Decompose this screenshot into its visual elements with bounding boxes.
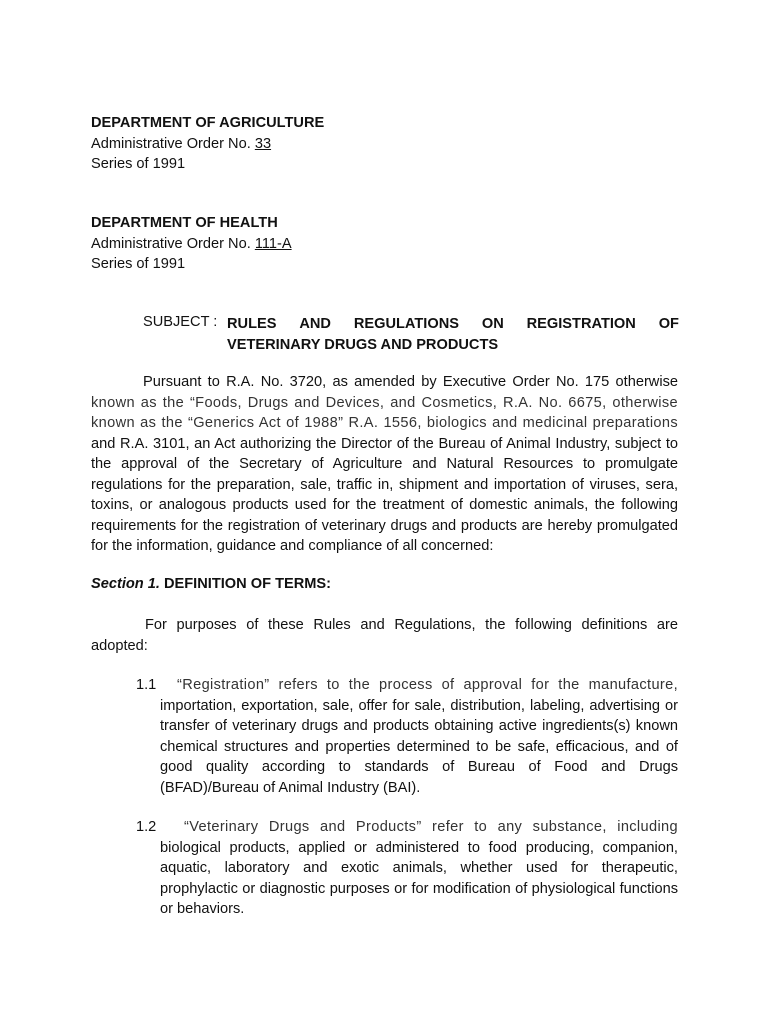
purpose-text: For purposes of these Rules and Regulations, the following definitions are adopted:: [91, 617, 678, 654]
intro-paragraph: [91, 372, 678, 557]
definition-item: [160, 675, 678, 798]
purpose-paragraph: [91, 615, 678, 656]
definition-text-1: “Registration” refers to the process of approval for the manufacture,: [177, 677, 678, 693]
doh-order-line: [91, 234, 292, 255]
section-heading: [91, 576, 331, 592]
intro-text-3: and R.A. 3101, an Act authorizing the Director of the Bureau of Animal Industry, subject to the approval of the Secretary of Agriculture and Natural Resources to promulgate regulations for the preparation, sale, traffic in, shipment and importation of viruses, sera, toxins, or analogous products used for the treatment of domestic animals, the following requirements for the registration of veterinary drugs and products are hereby promulgated for the information, guidance and compliance of all concerned:: [91, 435, 678, 554]
section-label: Section 1.: [91, 576, 160, 592]
intro-text-2: known as the “Foods, Drugs and Devices, and Cosmetics, R.A. No. 6675, otherwise known as the “Generics Act of 1988” R.A. 1556, biologics and medicinal preparations: [91, 394, 678, 431]
section-title: DEFINITION OF TERMS:: [159, 576, 332, 592]
subject-word: AND: [299, 316, 331, 332]
subject-word: RULES: [227, 316, 277, 332]
doh-header: [91, 213, 292, 275]
subject-word: ON: [481, 316, 504, 332]
da-order-line: [91, 134, 324, 155]
subject-word: OF: [658, 316, 679, 332]
da-order-number: 33: [254, 135, 272, 152]
doh-order-prefix: Administrative Order No.: [91, 235, 255, 252]
subject-label: SUBJECT :: [143, 314, 218, 330]
da-order-prefix: Administrative Order No.: [91, 135, 255, 152]
subject-title: [227, 314, 679, 355]
definition-text-2: biological products, applied or administered to food producing, companion, aquatic, laboratory and exotic animals, whether used for therapeutic, prophylactic or diagnostic purposes or for modification of physiological functions or behaviors.: [160, 839, 678, 917]
definition-item: [160, 817, 678, 920]
da-series: Series of 1991: [91, 156, 186, 172]
subject-title-line2: VETERINARY DRUGS AND PRODUCTS: [227, 336, 499, 353]
doh-order-number: 111-A: [254, 235, 292, 252]
definition-number: 1.2: [136, 819, 157, 835]
subject-title-line1: [227, 314, 679, 335]
da-header: [91, 113, 324, 175]
definition-number: 1.1: [136, 677, 157, 693]
doh-series: Series of 1991: [91, 256, 186, 272]
subject-word: REGULATIONS: [353, 316, 459, 332]
intro-text-1: Pursuant to R.A. No. 3720, as amended by Executive Order No. 175 otherwise: [143, 374, 678, 390]
definition-text-2: importation, exportation, sale, offer for sale, distribution, labeling, advertising or transfer of veterinary drugs and products obtaining active ingredients(s) known chemical structures and properties determined to be safe, efficacious, and of good quality according to standards of Bureau of Food and Drugs (BFAD)/Bureau of Animal Industry (BAI).: [160, 697, 678, 796]
doh-department: DEPARTMENT OF HEALTH: [91, 215, 278, 231]
subject-word: REGISTRATION: [526, 316, 636, 332]
definition-text-1: “Veterinary Drugs and Products” refer to any substance, including: [184, 819, 678, 835]
da-department: DEPARTMENT OF AGRICULTURE: [91, 115, 325, 131]
